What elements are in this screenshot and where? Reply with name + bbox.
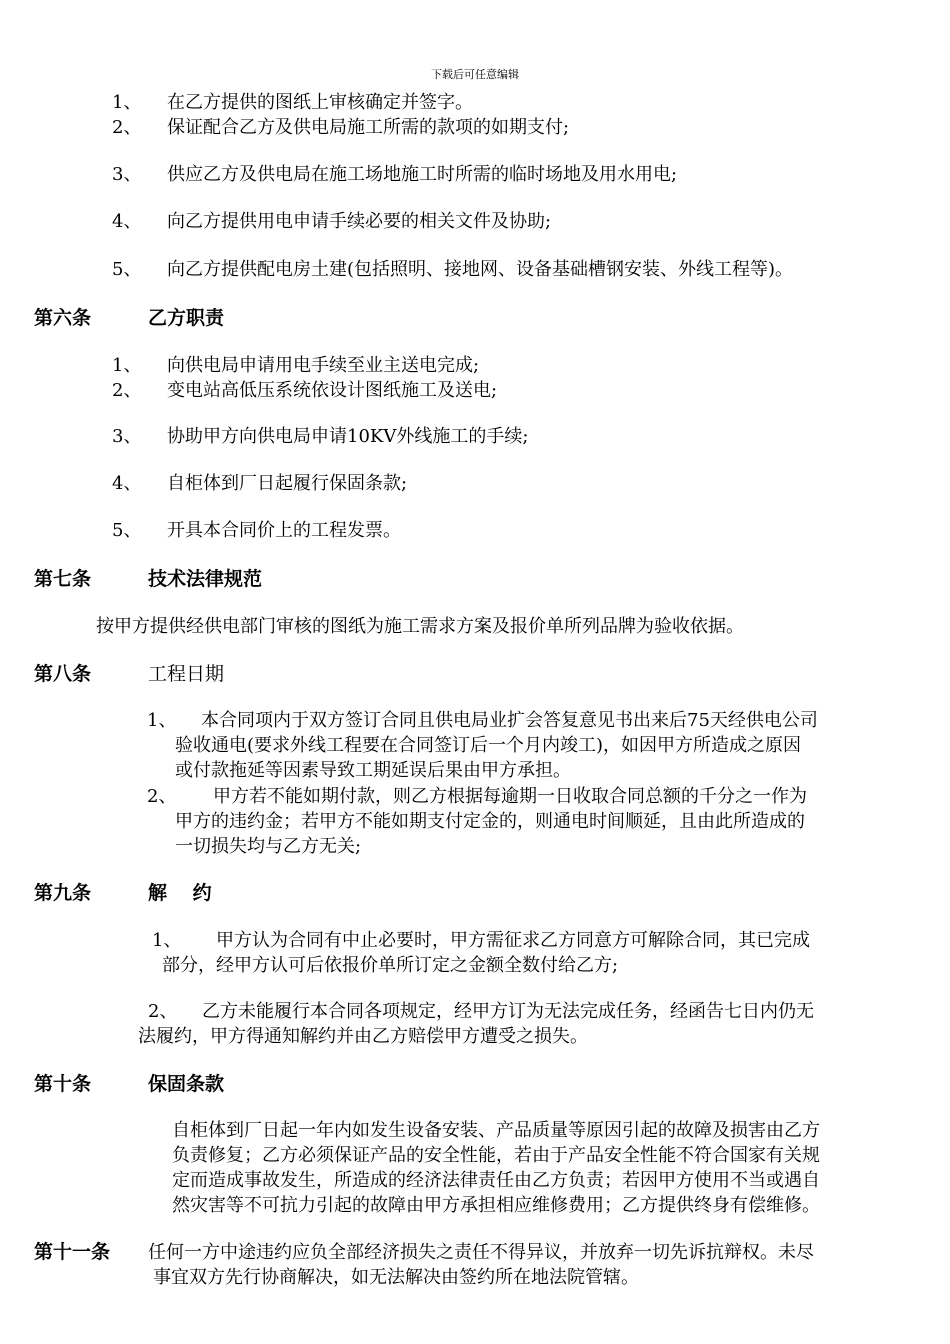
list-item-number: 1、 — [112, 92, 142, 113]
list-item-text: 保证配合乙方及供电局施工所需的款项的如期支付; — [167, 117, 570, 138]
article-label: 第六条 — [34, 307, 92, 329]
list-item-number: 3、 — [112, 426, 142, 447]
list-item-text: 乙方未能履行本合同各项规定，经甲方订为无法完成任务，经函告七日内仍无 — [202, 1001, 814, 1022]
list-item-number: 2、 — [112, 380, 142, 401]
list-item-text: 法履约，甲方得通知解约并由乙方赔偿甲方遭受之损失。 — [138, 1026, 588, 1047]
article-body-line: 定而造成事故发生，所造成的经济法律责任由乙方负责；若因甲方使用不当或遇自 — [172, 1170, 820, 1191]
article-title: 技术法律规范 — [148, 568, 263, 590]
list-item-number: 5、 — [112, 520, 142, 541]
list-item-text: 或付款拖延等因素导致工期延误后果由甲方承担。 — [175, 760, 571, 781]
article-title: 工程日期 — [148, 663, 225, 685]
article-label: 第九条 — [34, 882, 92, 904]
list-item-text: 协助甲方向供电局申请10KV外线施工的手续; — [167, 426, 529, 447]
list-item-text: 自柜体到厂日起履行保固条款; — [167, 473, 408, 494]
list-item-text: 供应乙方及供电局在施工场地施工时所需的临时场地及用水用电; — [167, 164, 678, 185]
list-item-text: 向供电局申请用电手续至业主送电完成; — [167, 355, 480, 376]
article-body: 按甲方提供经供电部门审核的图纸为施工需求方案及报价单所列品牌为验收依据。 — [96, 616, 744, 637]
list-item-number: 1、 — [112, 355, 142, 376]
article-body-line: 任何一方中途违约应负全部经济损失之责任不得异议，并放弃一切先诉抗辩权。未尽 — [148, 1242, 814, 1263]
article-body-line: 事宜双方先行协商解决，如无法解决由签约所在地法院管辖。 — [153, 1267, 639, 1288]
article-label: 第七条 — [34, 568, 92, 590]
list-item-text: 向乙方提供配电房土建(包括照明、接地网、设备基础槽钢安装、外线工程等)。 — [167, 259, 794, 280]
article-label: 第十一条 — [34, 1241, 111, 1263]
list-item-text: 甲方若不能如期付款，则乙方根据每逾期一日收取合同总额的千分之一作为 — [213, 786, 807, 807]
list-item-text: 验收通电(要求外线工程要在合同签订后一个月内竣工)，如因甲方所造成之原因 — [175, 735, 802, 756]
article-body-line: 然灾害等不可抗力引起的故障由甲方承担相应维修费用；乙方提供终身有偿维修。 — [172, 1195, 820, 1216]
list-item-text: 一切损失均与乙方无关; — [175, 836, 362, 857]
list-item-number: 1、 — [152, 930, 182, 951]
list-item-text: 部分，经甲方认可后依报价单所订定之金额全数付给乙方; — [162, 955, 619, 976]
list-item-number: 1、 — [147, 710, 177, 731]
list-item-text: 开具本合同价上的工程发票。 — [167, 520, 401, 541]
list-item-text: 本合同项内于双方签订合同且供电局业扩会答复意见书出来后75天经供电公司 — [201, 710, 818, 731]
list-item-text: 在乙方提供的图纸上审核确定并签字。 — [167, 92, 473, 113]
list-item-text: 甲方认为合同有中止必要时，甲方需征求乙方同意方可解除合同，其已完成 — [216, 930, 810, 951]
list-item-number: 4、 — [112, 211, 142, 232]
page-header: 下载后可任意编辑 — [431, 68, 519, 81]
list-item-number: 5、 — [112, 259, 142, 280]
article-body-line: 自柜体到厂日起一年内如发生设备安装、产品质量等原因引起的故障及损害由乙方 — [172, 1120, 820, 1141]
list-item-number: 2、 — [147, 786, 177, 807]
list-item-number: 3、 — [112, 164, 142, 185]
article-title: 保固条款 — [148, 1073, 225, 1095]
article-label: 第八条 — [34, 663, 92, 685]
article-body-line: 负责修复；乙方必须保证产品的安全性能，若由于产品安全性能不符合国家有关规 — [172, 1145, 820, 1166]
list-item-text: 变电站高低压系统依设计图纸施工及送电; — [167, 380, 498, 401]
list-item-number: 2、 — [112, 117, 142, 138]
list-item-text: 向乙方提供用电申请手续必要的相关文件及协助; — [167, 211, 552, 232]
article-title: 乙方职责 — [148, 307, 225, 329]
article-label: 第十条 — [34, 1073, 92, 1095]
list-item-text: 甲方的违约金；若甲方不能如期支付定金的，则通电时间顺延，且由此所造成的 — [175, 811, 805, 832]
list-item-number: 4、 — [112, 473, 142, 494]
article-title: 解 约 — [148, 882, 212, 904]
list-item-number: 2、 — [148, 1001, 178, 1022]
